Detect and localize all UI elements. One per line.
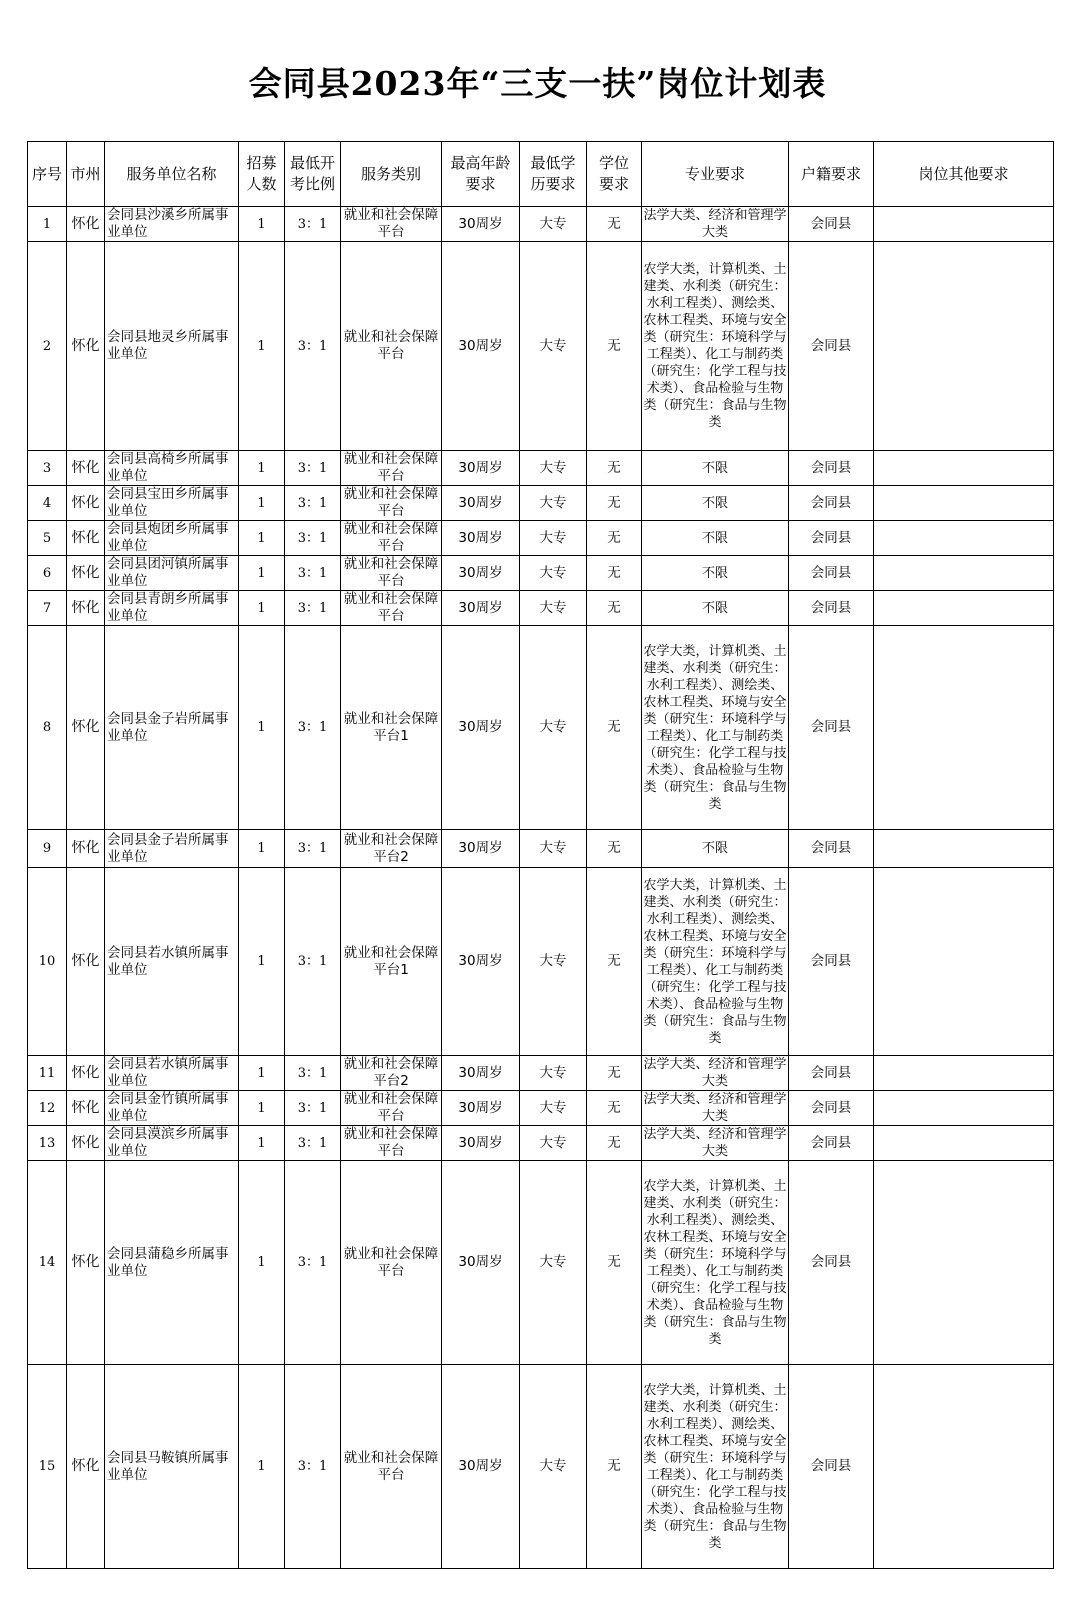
- cell-education: 大专: [520, 591, 587, 626]
- cell-age: 30周岁: [442, 1126, 520, 1161]
- header-label: 专业要求: [684, 164, 745, 183]
- cell-other: [874, 868, 1054, 1056]
- cell-other: [874, 556, 1054, 591]
- cell-category: 就业和社会保障平台: [341, 486, 442, 521]
- cell-category: 就业和社会保障平台1: [341, 626, 442, 830]
- header-label: 最低学: [530, 154, 576, 172]
- cell-other: [874, 207, 1054, 242]
- cell-major: 农学大类，计算机类、土建类、水利类（研究生：水利工程类）、测绘类、农林工程类、环境与安全类（研究生：环境科学与工程类）、化工与制药类（研究生：化学工程与技术类）、食品检验与生物类（研究生：食品与生物类: [642, 1161, 789, 1365]
- cell-age: 30周岁: [442, 556, 520, 591]
- cell-hukou: 会同县: [789, 1126, 874, 1161]
- header-unit: [105, 142, 239, 207]
- header-label: 招募: [246, 154, 277, 172]
- cell-no: 11: [28, 1056, 67, 1091]
- cell-degree: 无: [587, 451, 642, 486]
- cell-unit: 会同县炮团乡所属事业单位: [105, 521, 239, 556]
- cell-city: 怀化: [67, 207, 105, 242]
- cell-count: 1: [239, 591, 285, 626]
- cell-no: 14: [28, 1161, 67, 1365]
- cell-count: 1: [239, 1365, 285, 1569]
- header-label: 要求: [598, 175, 629, 193]
- cell-city: 怀化: [67, 591, 105, 626]
- cell-age: 30周岁: [442, 242, 520, 451]
- cell-unit: 会同县金竹镇所属事业单位: [105, 1091, 239, 1126]
- cell-other: [874, 242, 1054, 451]
- cell-hukou: 会同县: [789, 207, 874, 242]
- cell-unit: 会同县若水镇所属事业单位: [105, 868, 239, 1056]
- cell-category: 就业和社会保障平台1: [341, 868, 442, 1056]
- cell-unit: 会同县高椅乡所属事业单位: [105, 451, 239, 486]
- cell-city: 怀化: [67, 486, 105, 521]
- cell-no: 1: [28, 207, 67, 242]
- header-row: [28, 142, 1054, 207]
- cell-major: 不限: [642, 486, 789, 521]
- cell-category: 就业和社会保障平台: [341, 1161, 442, 1365]
- cell-degree: 无: [587, 521, 642, 556]
- cell-count: 1: [239, 1091, 285, 1126]
- cell-unit: 会同县金子岩所属事业单位: [105, 830, 239, 868]
- cell-education: 大专: [520, 1365, 587, 1569]
- cell-ratio: 3：1: [285, 1126, 341, 1161]
- header-label: 服务单位名称: [126, 164, 217, 183]
- cell-unit: 会同县金子岩所属事业单位: [105, 626, 239, 830]
- cell-major: 不限: [642, 830, 789, 868]
- cell-education: 大专: [520, 1056, 587, 1091]
- cell-degree: 无: [587, 556, 642, 591]
- cell-major: 农学大类，计算机类、土建类、水利类（研究生：水利工程类）、测绘类、农林工程类、环境与安全类（研究生：环境科学与工程类）、化工与制药类（研究生：化学工程与技术类）、食品检验与生物类（研究生：食品与生物类: [642, 626, 789, 830]
- cell-ratio: 3：1: [285, 451, 341, 486]
- header-major: [642, 142, 789, 207]
- cell-count: 1: [239, 451, 285, 486]
- table-row: [28, 1126, 1054, 1161]
- cell-major: 农学大类，计算机类、土建类、水利类（研究生：水利工程类）、测绘类、农林工程类、环境与安全类（研究生：环境科学与工程类）、化工与制药类（研究生：化学工程与技术类）、食品检验与生物类（研究生：食品与生物类: [642, 868, 789, 1056]
- cell-count: 1: [239, 868, 285, 1056]
- table-row: [28, 1056, 1054, 1091]
- cell-education: 大专: [520, 626, 587, 830]
- cell-degree: 无: [587, 486, 642, 521]
- cell-city: 怀化: [67, 868, 105, 1056]
- cell-no: 6: [28, 556, 67, 591]
- cell-category: 就业和社会保障平台: [341, 591, 442, 626]
- cell-ratio: 3：1: [285, 242, 341, 451]
- cell-degree: 无: [587, 242, 642, 451]
- cell-count: 1: [239, 556, 285, 591]
- cell-category: 就业和社会保障平台: [341, 1091, 442, 1126]
- cell-hukou: 会同县: [789, 1091, 874, 1126]
- cell-hukou: 会同县: [789, 242, 874, 451]
- cell-ratio: 3：1: [285, 1091, 341, 1126]
- cell-education: 大专: [520, 207, 587, 242]
- cell-other: [874, 591, 1054, 626]
- cell-no: 9: [28, 830, 67, 868]
- cell-hukou: 会同县: [789, 830, 874, 868]
- header-label: 户籍要求: [800, 164, 861, 183]
- cell-other: [874, 1091, 1054, 1126]
- cell-education: 大专: [520, 1126, 587, 1161]
- cell-count: 1: [239, 626, 285, 830]
- table-row: [28, 556, 1054, 591]
- cell-category: 就业和社会保障平台: [341, 242, 442, 451]
- cell-degree: 无: [587, 868, 642, 1056]
- cell-hukou: 会同县: [789, 868, 874, 1056]
- cell-no: 3: [28, 451, 67, 486]
- cell-unit: 会同县蒲稳乡所属事业单位: [105, 1161, 239, 1365]
- table-row: [28, 830, 1054, 868]
- header-label: 最高年龄: [450, 154, 511, 172]
- cell-unit: 会同县青朗乡所属事业单位: [105, 591, 239, 626]
- cell-age: 30周岁: [442, 1091, 520, 1126]
- table-row: [28, 626, 1054, 830]
- cell-no: 15: [28, 1365, 67, 1569]
- table-row: [28, 1161, 1054, 1365]
- cell-age: 30周岁: [442, 830, 520, 868]
- cell-hukou: 会同县: [789, 486, 874, 521]
- cell-no: 12: [28, 1091, 67, 1126]
- cell-city: 怀化: [67, 1365, 105, 1569]
- cell-no: 5: [28, 521, 67, 556]
- header-label: 历要求: [530, 175, 576, 193]
- cell-city: 怀化: [67, 1056, 105, 1091]
- header-count: [239, 142, 285, 207]
- cell-ratio: 3：1: [285, 591, 341, 626]
- cell-no: 13: [28, 1126, 67, 1161]
- cell-education: 大专: [520, 521, 587, 556]
- cell-education: 大专: [520, 1091, 587, 1126]
- cell-degree: 无: [587, 1126, 642, 1161]
- cell-unit: 会同县漠滨乡所属事业单位: [105, 1126, 239, 1161]
- cell-ratio: 3：1: [285, 486, 341, 521]
- cell-degree: 无: [587, 626, 642, 830]
- cell-ratio: 3：1: [285, 868, 341, 1056]
- cell-count: 1: [239, 207, 285, 242]
- position-plan-table: [27, 141, 1054, 1569]
- cell-age: 30周岁: [442, 626, 520, 830]
- cell-category: 就业和社会保障平台: [341, 1126, 442, 1161]
- table-row: [28, 868, 1054, 1056]
- cell-hukou: 会同县: [789, 451, 874, 486]
- cell-hukou: 会同县: [789, 521, 874, 556]
- cell-major: 法学大类、经济和管理学大类: [643, 1092, 787, 1124]
- header-label: 要求: [465, 175, 496, 193]
- cell-city: 怀化: [67, 521, 105, 556]
- cell-city: 怀化: [67, 451, 105, 486]
- cell-hukou: 会同县: [789, 556, 874, 591]
- cell-age: 30周岁: [442, 1056, 520, 1091]
- cell-unit: 会同县地灵乡所属事业单位: [105, 242, 239, 451]
- cell-education: 大专: [520, 451, 587, 486]
- cell-city: 怀化: [67, 1161, 105, 1365]
- cell-hukou: 会同县: [789, 1056, 874, 1091]
- cell-degree: 无: [587, 1056, 642, 1091]
- cell-hukou: 会同县: [789, 1365, 874, 1569]
- cell-category: 就业和社会保障平台: [341, 451, 442, 486]
- cell-count: 1: [239, 486, 285, 521]
- cell-ratio: 3：1: [285, 1161, 341, 1365]
- header-label: 市州: [70, 164, 101, 183]
- cell-major: 农学大类，计算机类、土建类、水利类（研究生：水利工程类）、测绘类、农林工程类、环境与安全类（研究生：环境科学与工程类）、化工与制药类（研究生：化学工程与技术类）、食品检验与生物类（研究生：食品与生物类: [642, 242, 789, 451]
- page-title: 会同县2023年“三支一扶”岗位计划表: [248, 64, 827, 103]
- cell-degree: 无: [587, 830, 642, 868]
- cell-major: 不限: [642, 556, 789, 591]
- cell-education: 大专: [520, 830, 587, 868]
- cell-ratio: 3：1: [285, 1365, 341, 1569]
- cell-other: [874, 1056, 1054, 1091]
- cell-other: [874, 486, 1054, 521]
- header-label: 岗位其他要求: [918, 164, 1009, 183]
- cell-ratio: 3：1: [285, 830, 341, 868]
- cell-unit: 会同县马鞍镇所属事业单位: [105, 1365, 239, 1569]
- header-other: [874, 142, 1054, 207]
- cell-ratio: 3：1: [285, 521, 341, 556]
- cell-category: 就业和社会保障平台2: [341, 830, 442, 868]
- header-label: 序号: [31, 164, 62, 183]
- cell-count: 1: [239, 1126, 285, 1161]
- cell-age: 30周岁: [442, 486, 520, 521]
- cell-category: 就业和社会保障平台: [341, 521, 442, 556]
- cell-city: 怀化: [67, 626, 105, 830]
- cell-ratio: 3：1: [285, 207, 341, 242]
- cell-age: 30周岁: [442, 521, 520, 556]
- cell-major: 法学大类、经济和管理学大类: [643, 1057, 787, 1089]
- header-label: 服务类别: [360, 164, 421, 183]
- cell-city: 怀化: [67, 242, 105, 451]
- cell-no: 10: [28, 868, 67, 1056]
- cell-major: 法学大类、经济和管理学大类: [643, 208, 787, 240]
- table-row: [28, 486, 1054, 521]
- table-row: [28, 1365, 1054, 1569]
- cell-count: 1: [239, 1161, 285, 1365]
- cell-education: 大专: [520, 242, 587, 451]
- cell-unit: 会同县宝田乡所属事业单位: [105, 486, 239, 521]
- cell-education: 大专: [520, 556, 587, 591]
- table-row: [28, 1091, 1054, 1126]
- table-row: [28, 591, 1054, 626]
- cell-no: 2: [28, 242, 67, 451]
- cell-degree: 无: [587, 207, 642, 242]
- cell-degree: 无: [587, 1161, 642, 1365]
- cell-count: 1: [239, 242, 285, 451]
- cell-hukou: 会同县: [789, 591, 874, 626]
- cell-education: 大专: [520, 1161, 587, 1365]
- cell-other: [874, 521, 1054, 556]
- cell-city: 怀化: [67, 830, 105, 868]
- header-education: [520, 142, 587, 207]
- cell-hukou: 会同县: [789, 1161, 874, 1365]
- cell-count: 1: [239, 521, 285, 556]
- cell-other: [874, 1161, 1054, 1365]
- cell-unit: 会同县若水镇所属事业单位: [105, 1056, 239, 1091]
- cell-category: 就业和社会保障平台2: [341, 1056, 442, 1091]
- header-label: 人数: [246, 175, 277, 193]
- cell-major: 不限: [642, 451, 789, 486]
- cell-count: 1: [239, 1056, 285, 1091]
- cell-other: [874, 626, 1054, 830]
- cell-ratio: 3：1: [285, 556, 341, 591]
- header-label: 最低开: [289, 154, 335, 172]
- cell-age: 30周岁: [442, 1365, 520, 1569]
- header-ratio: [285, 142, 341, 207]
- cell-major: 不限: [642, 521, 789, 556]
- cell-count: 1: [239, 830, 285, 868]
- cell-category: 就业和社会保障平台: [341, 1365, 442, 1569]
- cell-major: 不限: [642, 591, 789, 626]
- cell-category: 就业和社会保障平台: [341, 207, 442, 242]
- cell-degree: 无: [587, 591, 642, 626]
- cell-city: 怀化: [67, 556, 105, 591]
- cell-ratio: 3：1: [285, 1056, 341, 1091]
- cell-age: 30周岁: [442, 591, 520, 626]
- cell-other: [874, 830, 1054, 868]
- table-row: [28, 242, 1054, 451]
- cell-unit: 会同县沙溪乡所属事业单位: [105, 207, 239, 242]
- cell-other: [874, 1126, 1054, 1161]
- cell-other: [874, 1365, 1054, 1569]
- header-label: 考比例: [289, 175, 335, 193]
- cell-hukou: 会同县: [789, 626, 874, 830]
- header-degree: [587, 142, 642, 207]
- cell-major: 农学大类，计算机类、土建类、水利类（研究生：水利工程类）、测绘类、农林工程类、环境与安全类（研究生：环境科学与工程类）、化工与制药类（研究生：化学工程与技术类）、食品检验与生物类（研究生：食品与生物类: [642, 1365, 789, 1569]
- cell-category: 就业和社会保障平台: [341, 556, 442, 591]
- cell-age: 30周岁: [442, 207, 520, 242]
- table-body: [28, 207, 1054, 1569]
- cell-no: 8: [28, 626, 67, 830]
- cell-education: 大专: [520, 486, 587, 521]
- cell-city: 怀化: [67, 1126, 105, 1161]
- header-label: 学位: [598, 154, 629, 172]
- cell-major: 法学大类、经济和管理学大类: [643, 1127, 787, 1159]
- header-category: [341, 142, 442, 207]
- header-no: [28, 142, 67, 207]
- table-row: [28, 207, 1054, 242]
- table-row: [28, 521, 1054, 556]
- cell-city: 怀化: [67, 1091, 105, 1126]
- cell-age: 30周岁: [442, 1161, 520, 1365]
- cell-age: 30周岁: [442, 451, 520, 486]
- cell-education: 大专: [520, 868, 587, 1056]
- table-row: [28, 451, 1054, 486]
- header-age: [442, 142, 520, 207]
- cell-ratio: 3：1: [285, 626, 341, 830]
- cell-no: 7: [28, 591, 67, 626]
- cell-degree: 无: [587, 1091, 642, 1126]
- cell-no: 4: [28, 486, 67, 521]
- cell-unit: 会同县团河镇所属事业单位: [105, 556, 239, 591]
- header-hukou: [789, 142, 874, 207]
- cell-age: 30周岁: [442, 868, 520, 1056]
- cell-degree: 无: [587, 1365, 642, 1569]
- cell-other: [874, 451, 1054, 486]
- header-city: [67, 142, 105, 207]
